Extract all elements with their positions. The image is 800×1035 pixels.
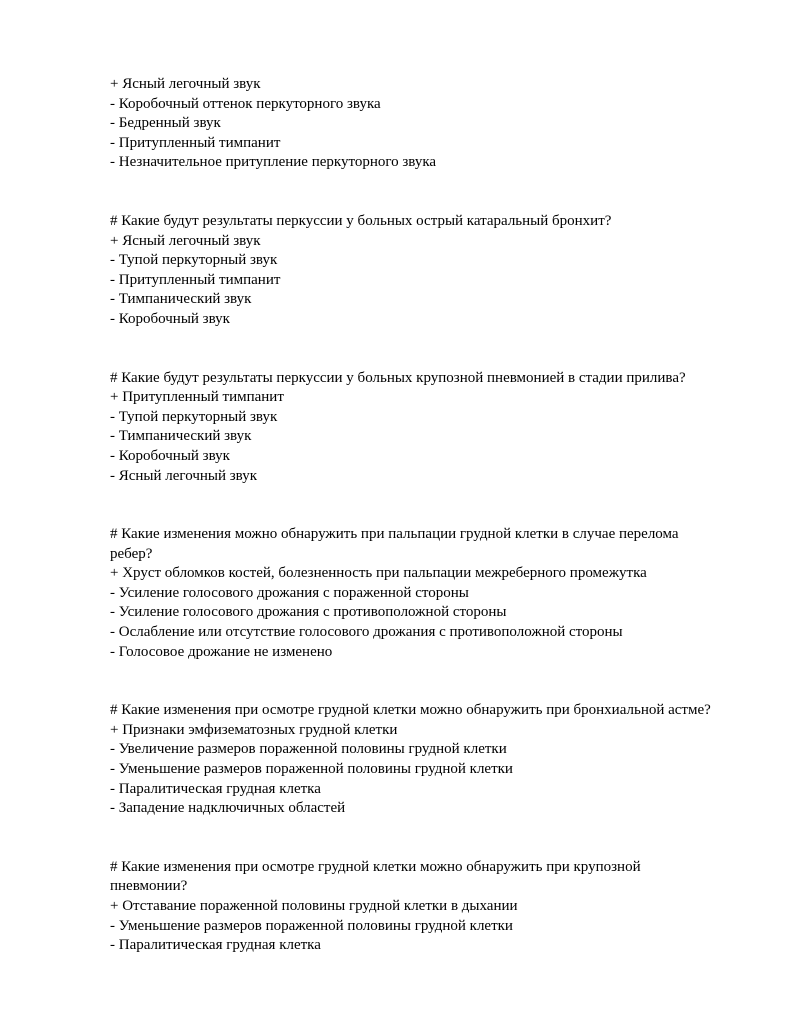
question-block-3 bbox=[110, 369, 760, 487]
question-text-continued: пневмонии? bbox=[110, 878, 188, 895]
question-text: # Какие изменения можно обнаружить при пальпации грудной клетки в случае перелома bbox=[110, 526, 679, 543]
answer-option: - Уменьшение размеров пораженной половины грудной клетки bbox=[110, 761, 513, 778]
question-block-2 bbox=[110, 212, 760, 330]
block-spacer bbox=[110, 330, 760, 369]
question-text: # Какие изменения при осмотре грудной клетки можно обнаружить при бронхиальной астме? bbox=[110, 702, 711, 719]
question-block-6 bbox=[110, 858, 760, 956]
answer-option: - Притупленный тимпанит bbox=[110, 271, 281, 288]
question-text: # Какие будут результаты перкуссии у больных острый катаральный бронхит? bbox=[110, 212, 612, 229]
answer-option: - Коробочный оттенок перкуторного звука bbox=[110, 95, 381, 112]
answer-correct: + Ясный легочный звук bbox=[110, 232, 261, 249]
answer-option: - Коробочный звук bbox=[110, 310, 230, 327]
answer-correct: + Отставание пораженной половины грудной клетки в дыхании bbox=[110, 898, 518, 914]
answer-option: - Паралитическая грудная клетка bbox=[110, 780, 321, 797]
answer-option: - Незначительное притупление перкуторного звука bbox=[110, 154, 437, 171]
block-spacer bbox=[110, 819, 760, 858]
answer-correct: + Хруст обломков костей, болезненность при пальпации межреберного промежутка bbox=[110, 565, 647, 582]
question-text: # Какие изменения при осмотре грудной клетки можно обнаружить при крупозной bbox=[110, 858, 641, 875]
answer-option: - Ослабление или отсутствие голосового дрожания с противоположной стороны bbox=[110, 624, 623, 641]
answer-option: - Тупой перкуторный звук bbox=[110, 252, 278, 269]
answer-option: - Уменьшение размеров пораженной половины грудной клетки bbox=[110, 917, 513, 934]
answer-option: - Тимпанический звук bbox=[110, 428, 252, 445]
block-spacer bbox=[110, 486, 760, 525]
answer-option: - Паралитическая грудная клетка bbox=[110, 937, 321, 954]
answer-option: - Голосовое дрожание не изменено bbox=[110, 643, 333, 660]
block-spacer bbox=[110, 662, 760, 701]
answer-block-1 bbox=[110, 75, 760, 173]
answer-correct: + Ясный легочный звук bbox=[110, 76, 261, 92]
answer-option: - Ясный легочный звук bbox=[110, 467, 258, 484]
answer-option: - Усиление голосового дрожания с пораженной стороны bbox=[110, 584, 469, 601]
answer-option: - Бедренный звук bbox=[110, 115, 221, 132]
answer-option: - Притупленный тимпанит bbox=[110, 134, 281, 151]
answer-correct: + Признаки эмфизематозных грудной клетки bbox=[110, 721, 398, 738]
document-page bbox=[110, 75, 760, 956]
block-spacer bbox=[110, 173, 760, 212]
answer-correct: + Притупленный тимпанит bbox=[110, 389, 284, 406]
answer-option: - Тимпанический звук bbox=[110, 291, 252, 308]
answer-option: - Западение надключичных областей bbox=[110, 800, 346, 817]
question-text-continued: ребер? bbox=[110, 545, 153, 562]
question-text: # Какие будут результаты перкуссии у больных крупозной пневмонией в стадии прилива? bbox=[110, 369, 686, 386]
answer-option: - Тупой перкуторный звук bbox=[110, 408, 278, 425]
question-block-4 bbox=[110, 525, 760, 662]
question-block-5 bbox=[110, 701, 760, 819]
answer-option: - Увеличение размеров пораженной половины грудной клетки bbox=[110, 741, 507, 758]
answer-option: - Усиление голосового дрожания с противоположной стороны bbox=[110, 604, 507, 621]
answer-option: - Коробочный звук bbox=[110, 447, 230, 464]
